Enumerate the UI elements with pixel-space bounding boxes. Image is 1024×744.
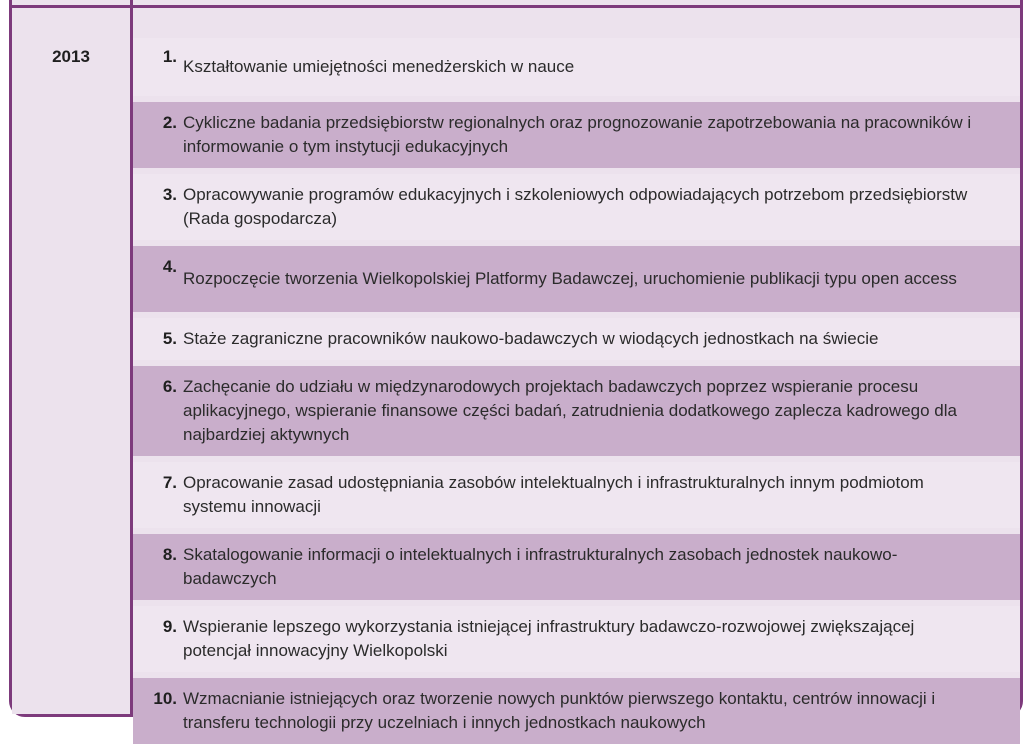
item-list: [133, 38, 1020, 744]
item-number: 10.: [153, 689, 177, 708]
year-label: 2013: [52, 47, 90, 66]
item-text: Kształtowanie umiejętności menedżerskich w nauce: [183, 57, 575, 76]
item-text: Rozpoczęcie tworzenia Wielkopolskiej Platformy Badawczej, uruchomienie publikacji typu open access: [183, 269, 957, 288]
item-number: 4.: [162, 257, 177, 276]
item-text: Wspieranie lepszego wykorzystania istniejącej infrastruktury badawczo-rozwojowej zwiększającej potencjał innowacyjny Wielkopolski: [183, 617, 915, 660]
list-item: [133, 102, 1020, 168]
list-item: [133, 606, 1020, 672]
item-text: Opracowanie zasad udostępniania zasobów intelektualnych i infrastrukturalnych innym podmiotom systemu innowacji: [183, 473, 924, 516]
item-text: Staże zagraniczne pracowników naukowo-badawczych w wiodących jednostkach na świecie: [183, 329, 879, 348]
list-item: [133, 462, 1020, 528]
item-number: 3.: [162, 185, 177, 204]
item-number: 2.: [162, 113, 177, 132]
list-item: [133, 318, 1020, 360]
item-number: 5.: [162, 329, 177, 348]
list-item: [133, 174, 1020, 240]
list-item: [133, 534, 1020, 600]
table-frame: [9, 0, 1023, 732]
item-number: 8.: [162, 545, 177, 564]
item-text: Skatalogowanie informacji o intelektualnych i infrastrukturalnych zasobach jednostek naukowo-badawczych: [183, 545, 898, 588]
item-number: 9.: [162, 617, 177, 636]
item-text: Cykliczne badania przedsiębiorstw regionalnych oraz prognozowanie zapotrzebowania na pracowników i informowanie o tym instytucji edukacyjnych: [183, 113, 972, 156]
list-item: [133, 678, 1020, 744]
item-number: 6.: [162, 377, 177, 396]
item-text: Opracowywanie programów edukacyjnych i szkoleniowych odpowiadających potrzebom przedsiębiorstw (Rada gospodarcza): [183, 185, 968, 228]
list-item: [133, 246, 1020, 312]
top-rule: [12, 5, 1020, 8]
item-text: Zachęcanie do udziału w międzynarodowych projektach badawczych poprzez wspieranie procesu aplikacyjnego, wspieranie finansowe części badań, zatrudnienia dodatkowego zaplecza kadrowego dla najbardziej aktywnych: [183, 377, 957, 444]
list-item: [133, 38, 1020, 96]
item-number: 1.: [162, 47, 177, 66]
item-text: Wzmacnianie istniejących oraz tworzenie nowych punktów pierwszego kontaktu, centrów innowacji i transferu technologii przy uczelniach i innych jednostkach naukowych: [183, 689, 936, 732]
list-item: [133, 366, 1020, 456]
year-column: [12, 8, 130, 714]
item-number: 7.: [162, 473, 177, 492]
